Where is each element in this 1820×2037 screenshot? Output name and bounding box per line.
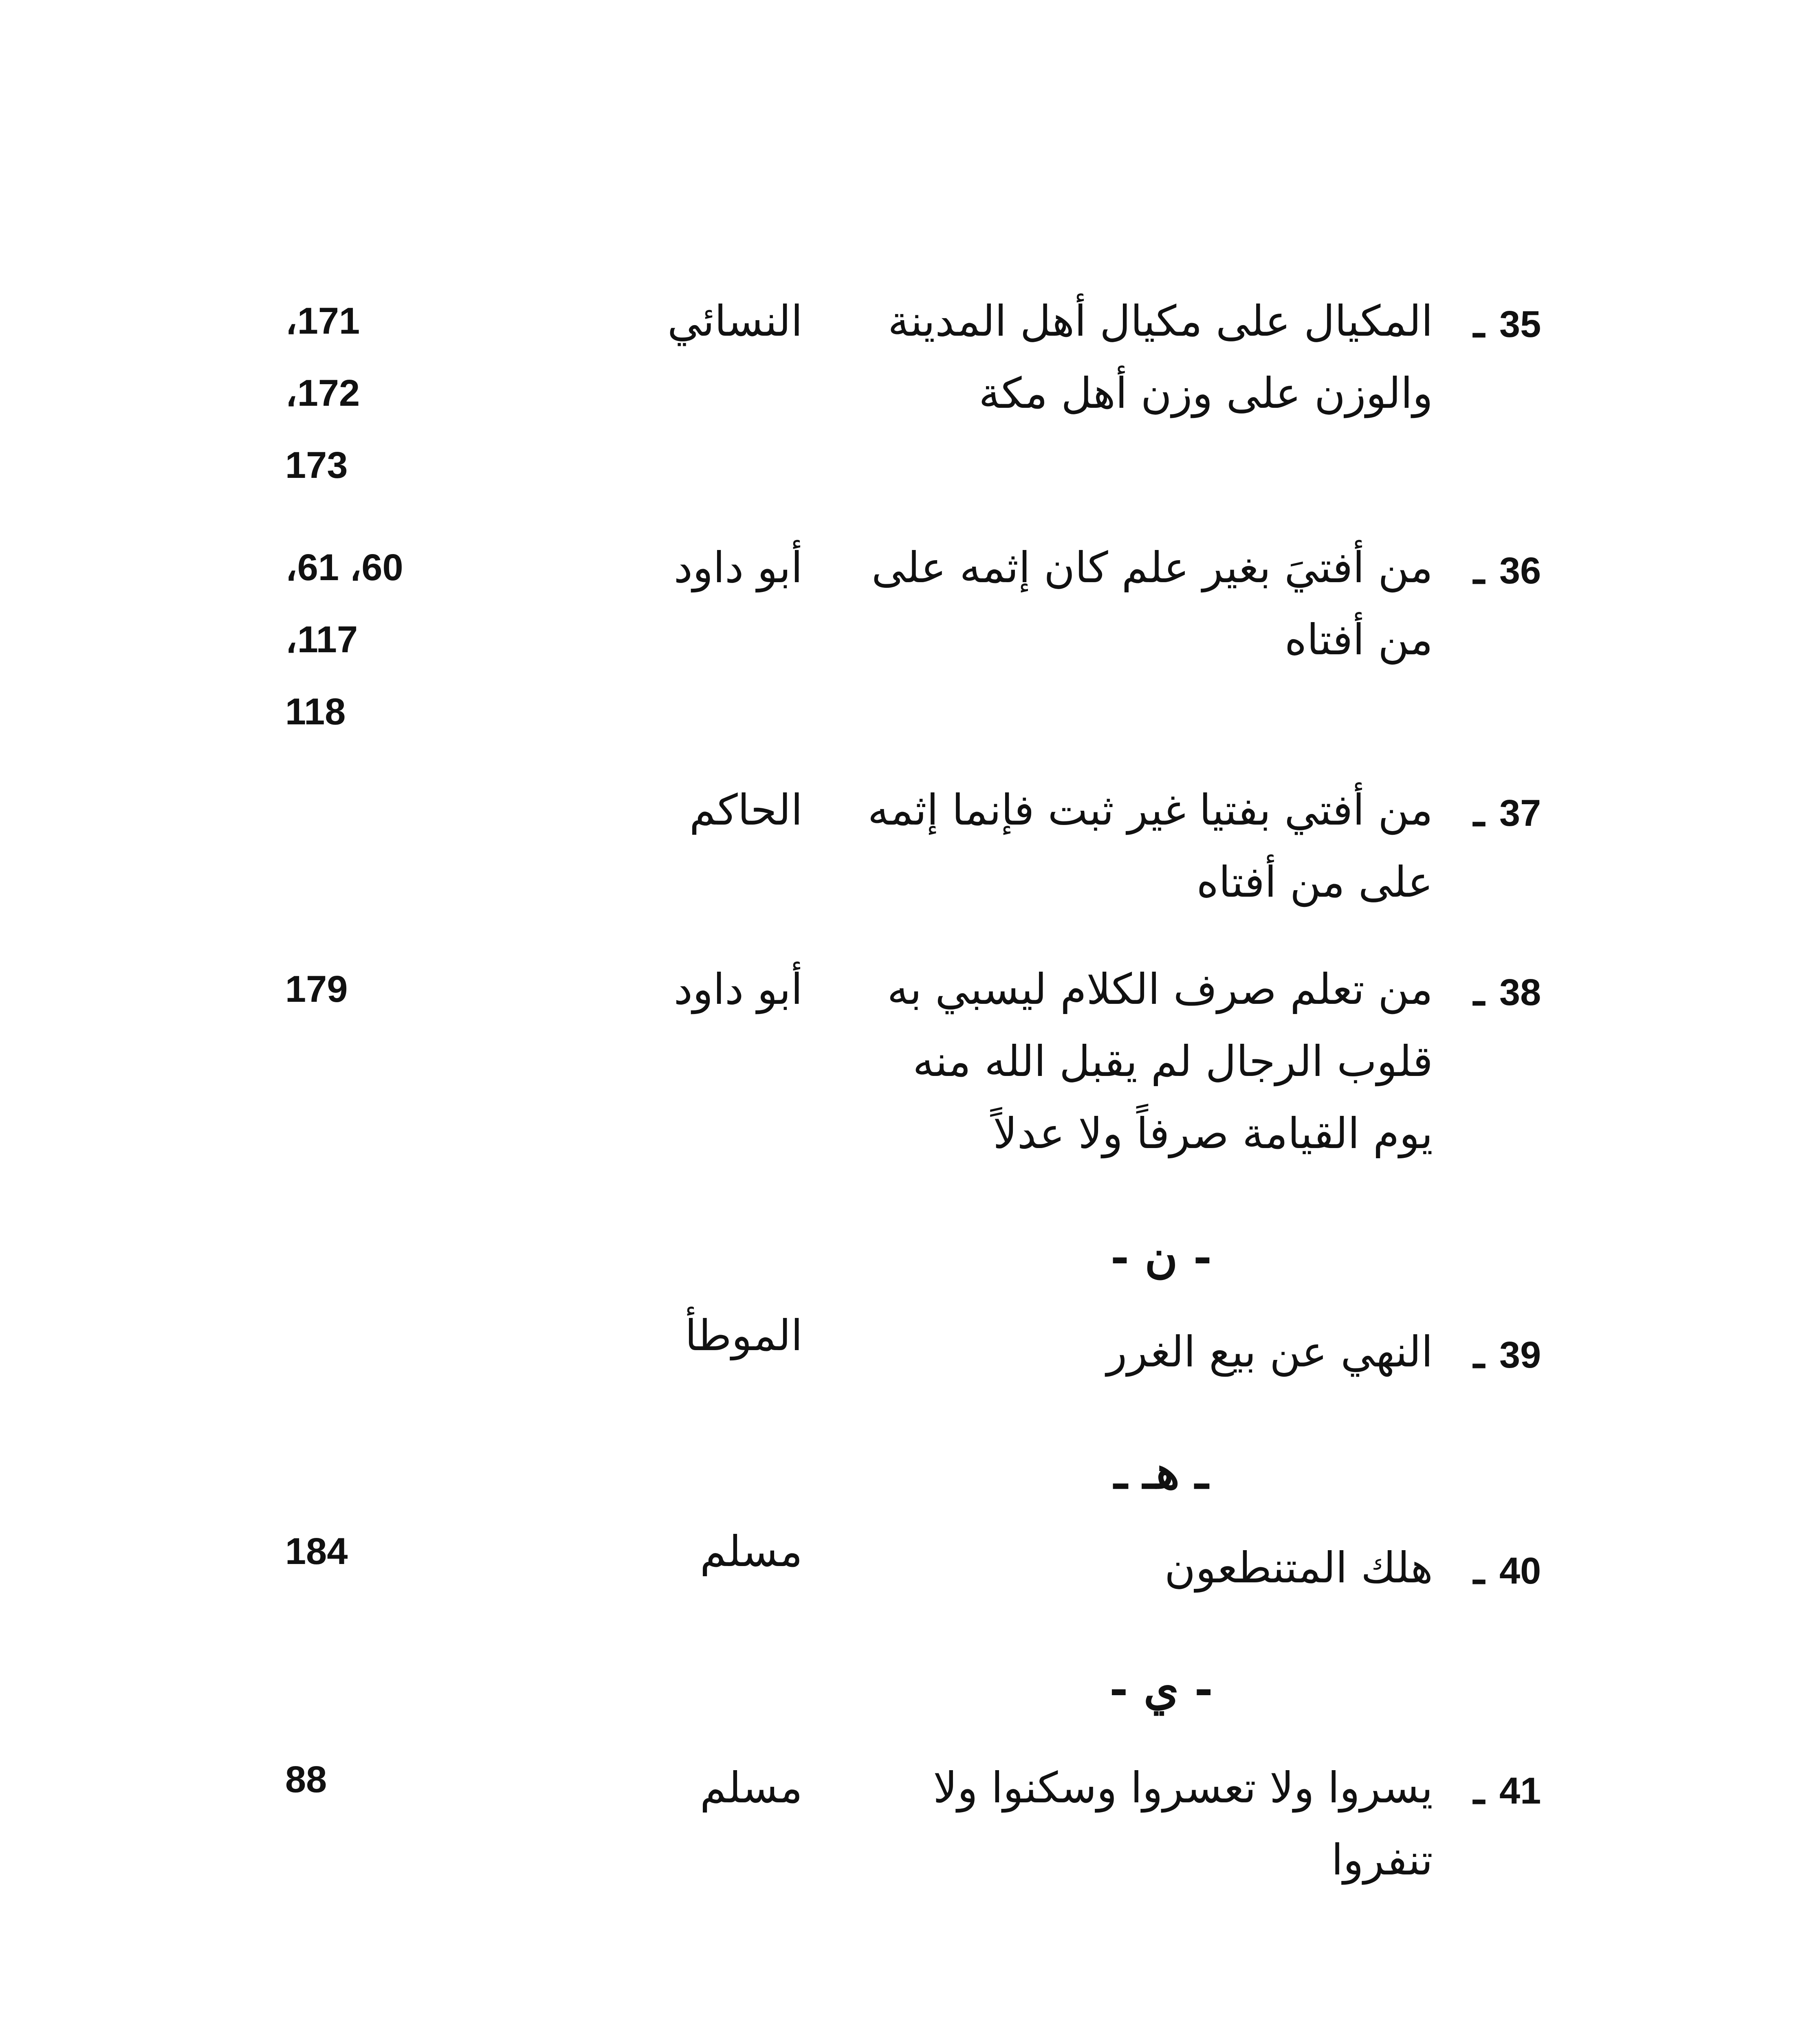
hadith-source: مسلم	[700, 1527, 803, 1576]
entry-dash: ـ	[1473, 1550, 1485, 1592]
entry-dash: ـ	[1473, 792, 1485, 834]
hadith-text: المكيال على مكيال أهل المدينة والوزن على وزن أهل مكة	[888, 296, 1433, 418]
hadith-text: من أفتي بفتيا غير ثبت فإنما إثمه على من أفتاه	[867, 785, 1433, 907]
entry-dash: ـ	[1473, 304, 1485, 345]
section-heading-ha: ـ هـ ـ	[1114, 1446, 1208, 1499]
entry-number: 39	[1499, 1334, 1541, 1376]
hadith-text: من أفتيَ بغير علم كان إثمه على من أفتاه	[871, 543, 1433, 664]
page-references: 60، 61، 117، 118	[285, 547, 403, 733]
entry-number: 37	[1499, 792, 1541, 834]
entry-number: 40	[1499, 1550, 1541, 1592]
page-references: 184	[285, 1531, 348, 1572]
hadith-text: يسروا ولا تعسروا وسكنوا ولا تنفروا	[933, 1763, 1433, 1885]
hadith-source: الحاكم	[689, 785, 803, 835]
page-references: 179	[285, 968, 348, 1010]
page-references: 88	[285, 1759, 327, 1800]
hadith-source: مسلم	[700, 1763, 803, 1813]
section-heading-ya: - ي -	[1109, 1662, 1213, 1715]
entry-number: 41	[1499, 1770, 1541, 1812]
hadith-source: النسائي	[667, 296, 803, 346]
hadith-text: من تعلم صرف الكلام ليسبي به قلوب الرجال لم يقبل الله منه يوم القيامة صرفاً ولا عدلاً	[887, 964, 1433, 1158]
page-references: 171، 172، 173	[285, 300, 360, 486]
entry-dash: ـ	[1473, 550, 1485, 592]
entry-dash: ـ	[1473, 972, 1485, 1013]
entry-number: 36	[1499, 550, 1541, 592]
hadith-text: هلك المتنطعون	[1164, 1543, 1433, 1593]
entry-dash: ـ	[1473, 1770, 1485, 1812]
hadith-source: الموطأ	[685, 1311, 803, 1360]
entry-number: 35	[1499, 304, 1541, 345]
hadith-source: أبو داود	[673, 543, 803, 592]
hadith-source: أبو داود	[673, 964, 803, 1014]
section-heading-nun: - ن -	[1110, 1230, 1212, 1283]
entry-number: 38	[1499, 972, 1541, 1013]
hadith-text: النهي عن بيع الغرر	[1106, 1327, 1433, 1377]
entry-dash: ـ	[1473, 1334, 1485, 1376]
